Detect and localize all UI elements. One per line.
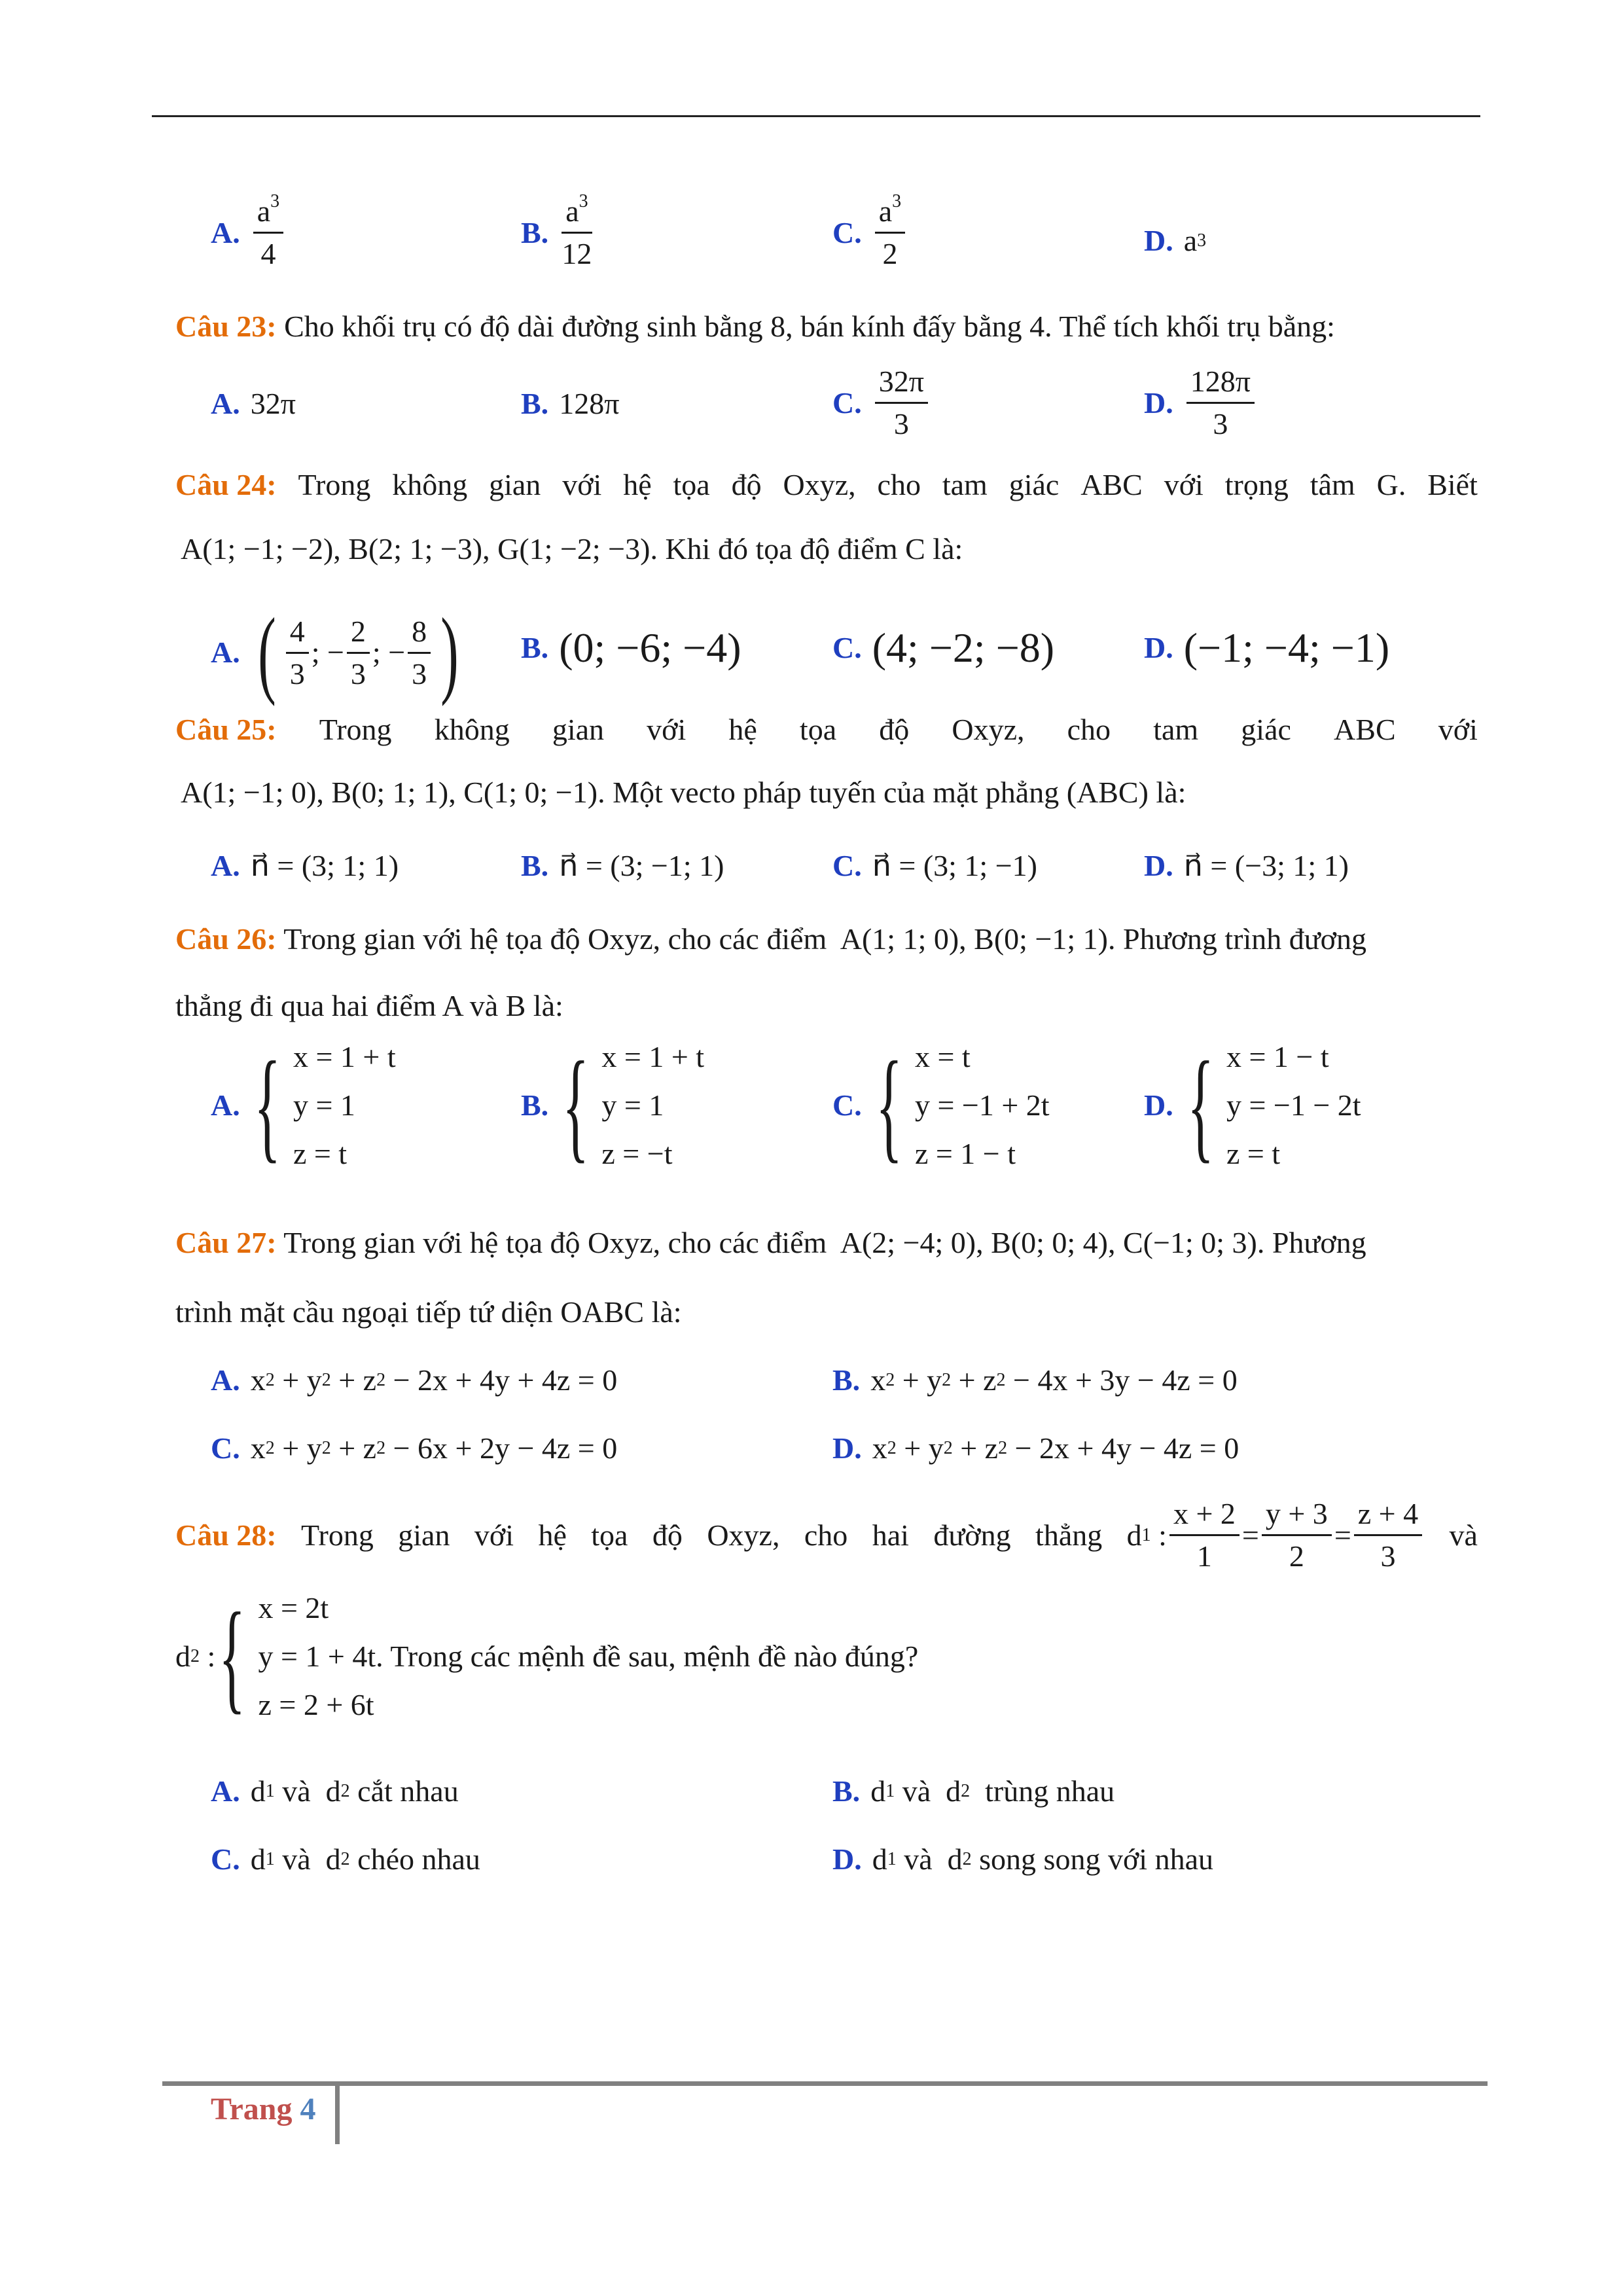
option-label: B.	[521, 1088, 549, 1122]
q25-option-b[interactable]: B. n⃗ = (3; −1; 1)	[521, 849, 724, 882]
question-26-line-1: Câu 26: Trong gian với hệ tọa độ Oxyz, cho các điểm A(1; 1; 0), B(0; −1; 1). Phương trình đương	[175, 922, 1366, 956]
question-27-line-1: Câu 27: Trong gian với hệ tọa độ Oxyz, cho các điểm A(2; −4; 0), B(0; 0; 4), C(−1; 0; 3). Phương	[175, 1226, 1366, 1259]
option-label: C.	[832, 386, 862, 420]
page-footer	[211, 2091, 315, 2127]
q23-option-a[interactable]: A. 32π	[211, 387, 296, 420]
question-label: Câu 24:	[175, 468, 277, 501]
q24-option-c[interactable]: C. (4; −2; −8)	[832, 624, 1055, 671]
option-label: A.	[211, 636, 240, 669]
q24-option-a[interactable]: A. ( $\frac{4}{3}$ ; − $\frac{2}{3}$ ; − $\frac{8}{3}$ )	[211, 598, 459, 707]
q25-option-d[interactable]: D. n⃗ = (−3; 1; 1)	[1144, 849, 1349, 882]
option-label: A.	[211, 849, 240, 882]
option-label: B.	[832, 1363, 861, 1397]
question-24-line-1: Câu 24: Trong không gian với hệ tọa độ Oxyz, cho tam giác ABC với trọng tâm G. Biết	[175, 468, 1478, 501]
q24-option-d[interactable]: D. (−1; −4; −1)	[1144, 624, 1390, 671]
option-label: D.	[1144, 1088, 1173, 1122]
question-27-line-2: trình mặt cầu ngoại tiếp tứ diện OABC là:	[175, 1295, 682, 1329]
q22-option-d[interactable]: D. a 3	[1144, 224, 1207, 257]
brace-icon: {	[562, 1037, 590, 1174]
equation-system: { x = 2t y = 1 + 4t z = 2 + 6t	[219, 1588, 376, 1725]
brace-icon: {	[219, 1588, 246, 1725]
page-number: 4	[300, 2092, 316, 2126]
option-label: D.	[832, 1431, 862, 1465]
option-label: C.	[832, 215, 862, 249]
option-label: A.	[211, 1088, 240, 1122]
brace-icon: {	[253, 1037, 281, 1174]
option-label: B.	[521, 631, 549, 664]
option-label: C.	[832, 1088, 862, 1122]
points: A(1; −1; −2), B(2; 1; −3), G(1; −2; −3)	[181, 532, 651, 565]
option-label: C.	[832, 849, 862, 882]
question-23	[175, 312, 1335, 342]
header-rule	[152, 115, 1480, 117]
q28-option-b[interactable]: B. d 1 và d 2 trùng nhau	[832, 1774, 1115, 1808]
question-label: Câu 23:	[175, 310, 277, 343]
question-25-line-2: A(1; −1; 0), B(0; 1; 1), C(1; 0; −1). Một vecto pháp tuyến của mặt phẳng (ABC) là:	[181, 776, 1186, 809]
brace-icon: {	[1186, 1037, 1214, 1174]
q22-option-a[interactable]: A. $\frac{a^3}{4}$	[211, 196, 286, 269]
option-label: C.	[832, 631, 862, 664]
question-24-line-2: A(1; −1; −2), B(2; 1; −3), G(1; −2; −3). Khi đó tọa độ điểm C là:	[181, 532, 963, 565]
q26-option-d[interactable]	[1144, 1037, 1361, 1174]
option-label: D.	[1144, 631, 1173, 664]
option-label: C.	[211, 1431, 240, 1465]
q24-option-b[interactable]: B. (0; −6; −4)	[521, 624, 741, 671]
option-label: D.	[1144, 224, 1173, 257]
q27-option-a[interactable]: A. x 2 + y 2 + z 2 − 2x + 4y + 4z = 0	[211, 1363, 618, 1397]
footer-divider	[335, 2081, 340, 2144]
question-26-line-2: thẳng đi qua hai điểm A và B là:	[175, 989, 563, 1022]
question-28-line-1: Câu 28: Trong gian với hệ tọa độ Oxyz, cho hai đường thẳng d 1 : $\frac{x + 2}{1}$ = $\frac{y + 3}{2}$ = $\frac{z + 4}{3}$ và	[175, 1497, 1478, 1573]
option-label: D.	[832, 1842, 862, 1876]
question-label: Câu 27:	[175, 1226, 277, 1259]
option-label: B.	[521, 215, 549, 249]
option-label: D.	[1144, 386, 1173, 420]
q22-option-c[interactable]: C. $\frac{a^3}{2}$	[832, 196, 908, 269]
question-25-line-1: Câu 25: Trong không gian với hệ tọa độ Oxyz, cho tam giác ABC với	[175, 713, 1478, 746]
q25-option-c[interactable]: C. n⃗ = (3; 1; −1)	[832, 849, 1037, 882]
q23-option-c[interactable]: C. $\frac{32\pi}{3}$	[832, 367, 931, 439]
brace-icon: {	[875, 1037, 902, 1174]
q26-option-c[interactable]	[832, 1037, 1050, 1174]
line-d2-equation: d 2 : { x = 2t y = 1 + 4t z = 2 + 6t . Trong các mệnh đề sau, mệnh đề nào đúng?	[175, 1588, 919, 1725]
option-label: B.	[521, 387, 549, 420]
footer-label: Trang	[211, 2092, 293, 2126]
option-label: C.	[211, 1842, 240, 1876]
q22-option-b[interactable]: B. $\frac{a^3}{12}$	[521, 191, 592, 270]
points: A(1; −1; 0), B(0; 1; 1), C(1; 0; −1)	[181, 776, 598, 809]
question-label: Câu 25:	[175, 713, 277, 746]
line-d1-equation: d 1 : $\frac{x + 2}{1}$ = $\frac{y + 3}{2}$ = $\frac{z + 4}{3}$	[1127, 1499, 1425, 1571]
points: A(2; −4; 0), B(0; 0; 4), C(−1; 0; 3)	[840, 1226, 1257, 1259]
q26-option-a[interactable]	[211, 1037, 396, 1174]
q23-option-b[interactable]: B. 128π	[521, 387, 620, 420]
equation-system: { x = 1 − t y = −1 − 2t z = t	[1186, 1037, 1361, 1174]
equation-system: { x = t y = −1 + 2t z = 1 − t	[875, 1037, 1050, 1174]
option-label: B.	[832, 1774, 861, 1808]
option-label: A.	[211, 1363, 240, 1397]
q26-option-b[interactable]	[521, 1037, 705, 1174]
option-label: D.	[1144, 849, 1173, 882]
points: A(1; 1; 0), B(0; −1; 1)	[840, 922, 1109, 956]
option-label: A.	[211, 1774, 240, 1808]
q27-option-c[interactable]: C. x 2 + y 2 + z 2 − 6x + 2y − 4z = 0	[211, 1431, 618, 1465]
footer-rule	[162, 2081, 1488, 2086]
q28-option-c[interactable]: C. d 1 và d 2 chéo nhau	[211, 1842, 480, 1876]
equation-system: { x = 1 + t y = 1 z = −t	[562, 1037, 705, 1174]
option-label: B.	[521, 849, 549, 882]
q25-option-a[interactable]: A. n⃗ = (3; 1; 1)	[211, 849, 399, 882]
question-label: Câu 28:	[175, 1518, 277, 1552]
question-text: Cho khối trụ có độ dài đường sinh bằng 8, bán kính đấy bằng 4. Thể tích khối trụ bằng:	[284, 310, 1335, 343]
equation-system: { x = 1 + t y = 1 z = t	[253, 1037, 396, 1174]
q23-option-d[interactable]: D. $\frac{128\pi}{3}$	[1144, 367, 1257, 439]
q27-option-b[interactable]: B. x 2 + y 2 + z 2 − 4x + 3y − 4z = 0	[832, 1363, 1238, 1397]
option-label: A.	[211, 387, 240, 420]
question-label: Câu 26:	[175, 922, 277, 956]
q27-option-d[interactable]: D. x 2 + y 2 + z 2 − 2x + 4y − 4z = 0	[832, 1431, 1240, 1465]
q28-option-a[interactable]: A. d 1 và d 2 cắt nhau	[211, 1774, 459, 1808]
option-label: A.	[211, 215, 240, 249]
q28-option-d[interactable]: D. d 1 và d 2 song song với nhau	[832, 1842, 1213, 1876]
